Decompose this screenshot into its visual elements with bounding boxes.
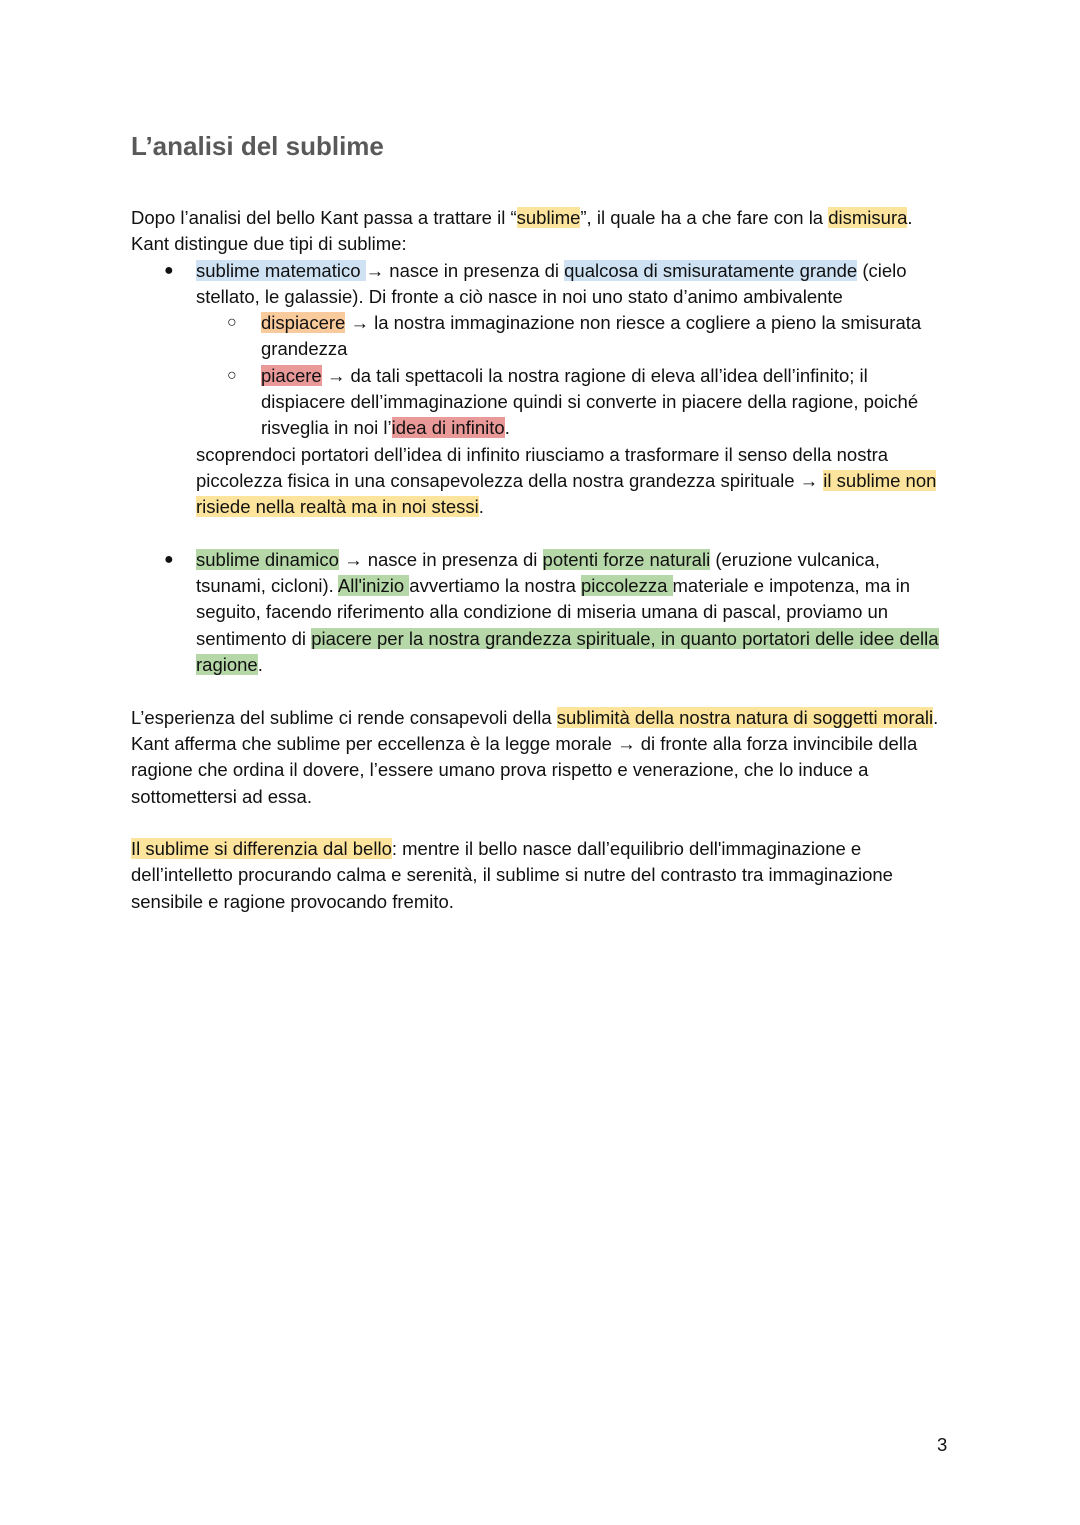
highlight-idea-infinito: idea di infinito [391, 417, 505, 439]
bullet-icon: ● [164, 261, 174, 279]
spacer [131, 521, 951, 547]
page-number: 3 [937, 1434, 948, 1455]
body-text: → da tali spettacoli la nostra ragione di eleva all’idea dell’infinito; il dispiacere dell’immaginazione quindi si converte in piacere della ragione, poiché risveglia in noi l’ [261, 364, 919, 439]
intro-text: . Kant distingue due tipi di sublime: [131, 207, 913, 255]
sublime-types-list [131, 258, 951, 679]
highlight-piacere: piacere [261, 364, 322, 386]
highlight-dispiacere: dispiacere [261, 312, 346, 334]
highlight-sublime: sublime [516, 207, 581, 228]
hollow-bullet-icon: ○ [227, 314, 237, 332]
section-title: L’analisi del sublime [131, 131, 384, 161]
highlight-phrase: piccolezza [581, 575, 673, 597]
body-text: avvertiamo la nostra [409, 575, 581, 597]
highlight-term: sublime matematico [196, 259, 366, 281]
highlight-phrase: Il sublime si differenzia dal bello [131, 838, 392, 860]
highlight-phrase: All'inizio [337, 575, 410, 597]
body-text: → la nostra immaginazione non riesce a cogliere a pieno la smisurata grandezza [261, 312, 922, 360]
sub-list [196, 310, 951, 441]
spacer [131, 810, 951, 836]
list-item-sublime-matematico [131, 258, 951, 521]
body-text: → nasce in presenza di [338, 548, 543, 570]
hollow-bullet-icon: ○ [227, 366, 237, 384]
body-text: . [257, 654, 263, 676]
document-page [131, 128, 951, 915]
sub-item-dispiacere [196, 310, 951, 363]
highlight-phrase: potenti forze naturali [542, 548, 711, 570]
highlight-phrase: piacere per la nostra grandezza spirituale, in quanto portatori delle idee della ragione [196, 627, 939, 676]
body-text: L’esperienza del sublime ci rende consapevoli della [131, 706, 557, 728]
experience-paragraph [131, 705, 951, 810]
body-text: materiale e impotenza, ma in seguito, facendo riferimento alla condizione di miseria umana di pascal, proviamo un sentimento di [196, 575, 911, 649]
body-text: (cielo stellato, le galassie). Di fronte a ciò nasce in noi uno stato d’animo ambivalente [196, 259, 907, 307]
body-text: (eruzione vulcanica, tsunami, cicloni). [196, 548, 880, 597]
difference-paragraph [131, 836, 951, 915]
highlight-phrase: qualcosa di smisuratamente grande [564, 259, 858, 281]
highlight-conclusion: il sublime non risiede nella realtà ma in noi stessi [196, 469, 937, 518]
body-text: . Kant afferma che sublime per eccellenza è la legge morale → di fronte alla forza invincibile della ragione che ordina il dovere, l’essere umano prova rispetto e venerazione, che lo induce a sottomettersi ad essa. [131, 706, 939, 807]
sub-item-piacere [196, 363, 951, 442]
intro-text: ”, il quale ha a che fare con la [580, 207, 829, 228]
intro-text: Dopo l’analisi del bello Kant passa a trattare il “ [131, 207, 517, 228]
highlight-term: sublime dinamico [196, 548, 339, 570]
body-text: → nasce in presenza di [365, 259, 565, 281]
body-text: : mentre il bello nasce dall’equilibrio dell'immaginazione e dell’intelletto procurando calma e serenità, il sublime si nutre del contrasto tra immaginazione sensibile e ragione provocando fremito. [131, 838, 893, 912]
body-text: . [478, 496, 484, 518]
spacer [131, 678, 951, 704]
highlight-dismisura: dismisura [828, 207, 908, 228]
highlight-phrase: sublimità della nostra natura di soggetti morali [556, 706, 934, 728]
bullet-icon: ● [164, 550, 174, 568]
body-text: scoprendoci portatori dell’idea di infinito riusciamo a trasformare il senso della nostra piccolezza fisica in una consapevolezza della nostra grandezza spirituale → [196, 443, 889, 491]
list-item-sublime-dinamico [131, 547, 951, 678]
conclusion-text [196, 442, 951, 521]
body-text: . [504, 417, 510, 439]
intro-paragraph [131, 205, 951, 258]
